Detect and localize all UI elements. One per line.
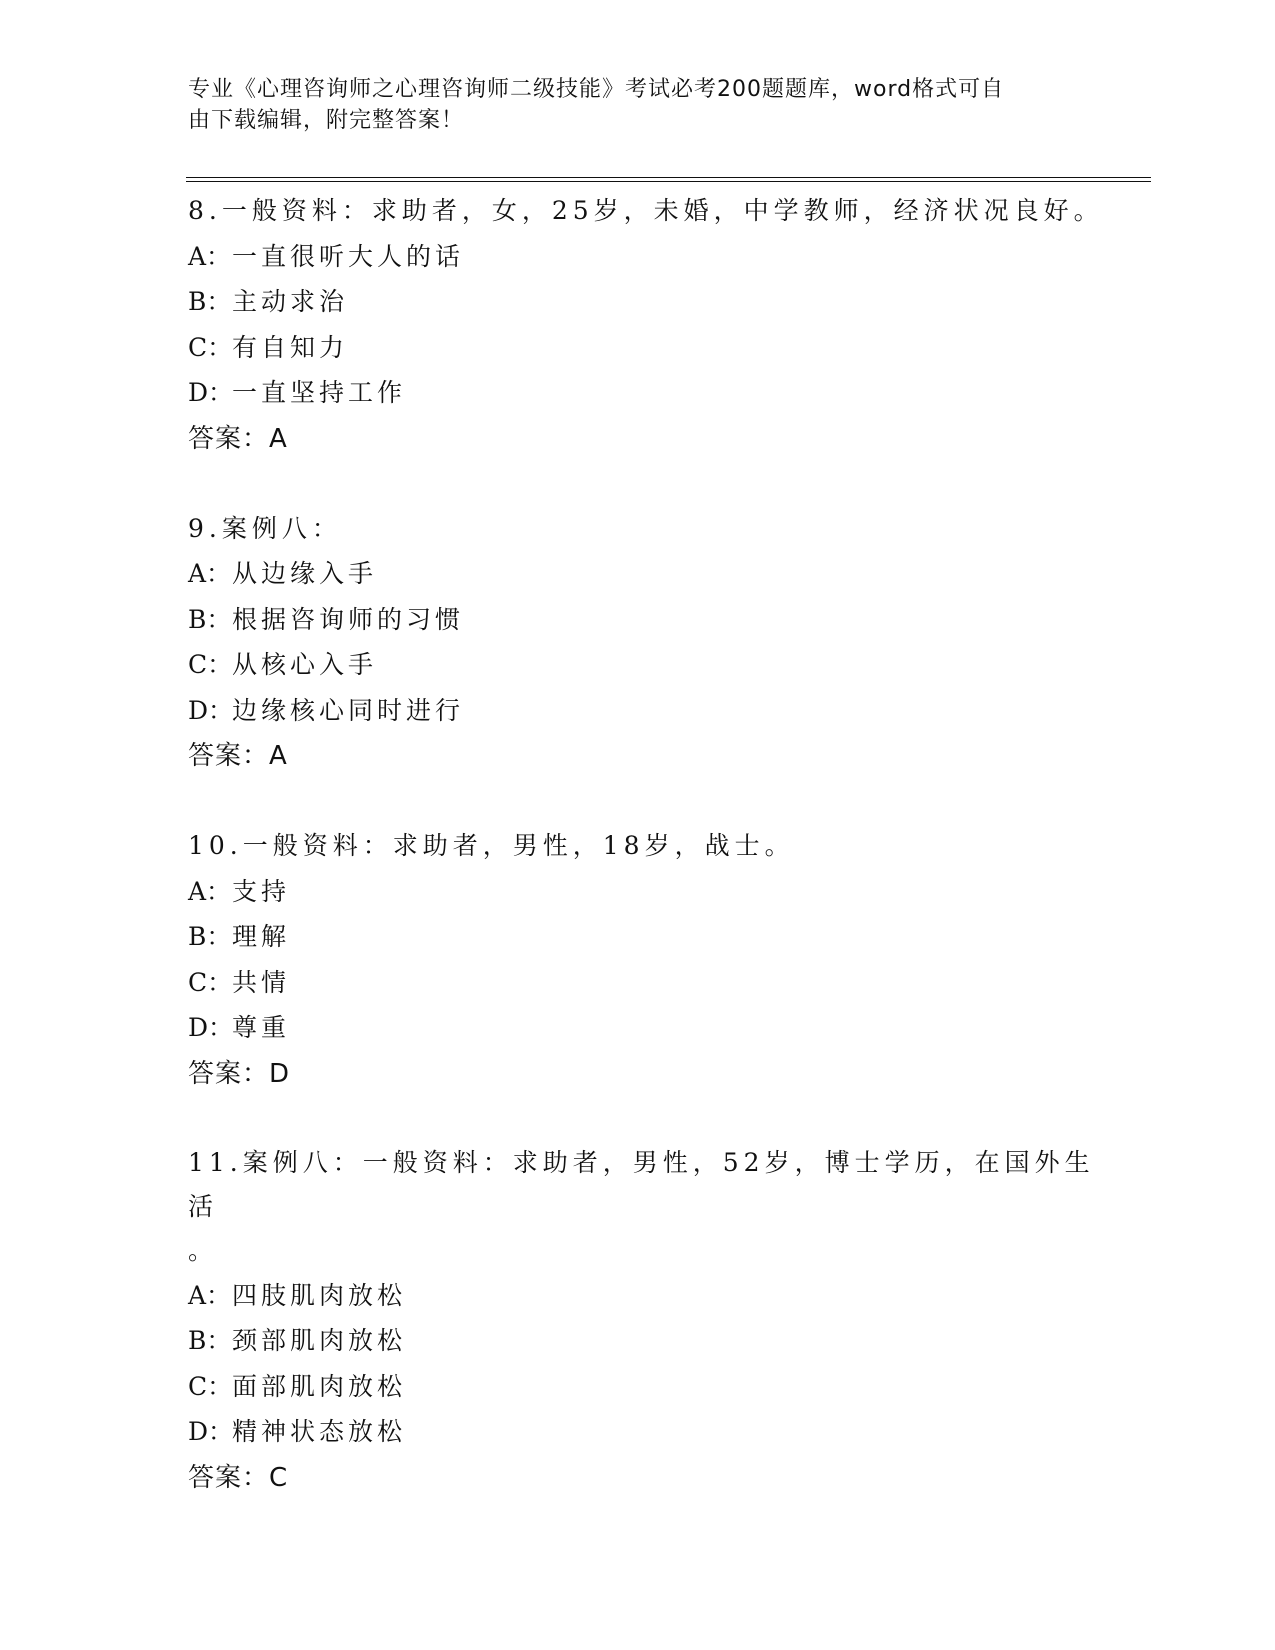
option-letter: B： <box>188 287 232 316</box>
option-letter: C： <box>188 1371 233 1401</box>
option-letter: A： <box>188 1280 232 1310</box>
option-text: 根据咨询师的习惯 <box>232 604 465 634</box>
option-d <box>188 688 1108 734</box>
question-list <box>188 188 1108 1545</box>
question-stem: 9.案例八： <box>188 513 342 543</box>
option-text: 精神状态放松 <box>232 1417 407 1446</box>
question-stem-continuation: 。 <box>188 1235 219 1265</box>
option-letter: D： <box>188 695 234 725</box>
answer-line: 答案：A <box>188 423 288 454</box>
option-letter: C： <box>188 967 233 997</box>
option-b <box>188 914 1108 960</box>
option-b <box>188 597 1108 643</box>
option-b <box>188 279 1108 325</box>
option-text: 主动求治 <box>232 287 349 316</box>
option-letter: B： <box>188 604 232 634</box>
option-letter: D： <box>188 1417 234 1446</box>
option-a <box>188 869 1108 915</box>
question-stem: 11.案例八：一般资料：求助者，男性，52岁，博士学历，在国外生活 <box>188 1147 1095 1221</box>
option-text: 边缘核心同时进行 <box>232 695 465 725</box>
option-letter: D： <box>188 1013 234 1042</box>
header-double-rule <box>186 177 1151 182</box>
header-line-1: 专业《心理咨询师之心理咨询师二级技能》考试必考200题题库，word格式可自 <box>188 77 1005 102</box>
option-letter: B： <box>188 922 232 951</box>
option-letter: A： <box>188 876 232 906</box>
option-letter: A： <box>188 241 232 271</box>
option-text: 从边缘入手 <box>232 559 378 588</box>
option-c <box>188 325 1108 371</box>
option-letter: D： <box>188 378 234 407</box>
question-10 <box>188 823 1108 1097</box>
option-a <box>188 1273 1108 1319</box>
option-b <box>188 1318 1108 1364</box>
option-text: 一直坚持工作 <box>232 378 407 407</box>
option-c <box>188 642 1108 688</box>
question-stem: 8.一般资料：求助者，女，25岁，未婚，中学教师，经济状况良好。 <box>188 196 1104 225</box>
option-text: 尊重 <box>232 1013 291 1042</box>
option-letter: A： <box>188 559 232 588</box>
answer-line: 答案：D <box>188 1058 291 1089</box>
option-d <box>188 1005 1108 1051</box>
option-text: 有自知力 <box>232 332 349 362</box>
option-d <box>188 370 1108 416</box>
option-text: 颈部肌肉放松 <box>232 1326 407 1355</box>
option-a <box>188 551 1108 597</box>
question-9 <box>188 506 1108 780</box>
option-text: 面部肌肉放松 <box>232 1371 407 1401</box>
option-c <box>188 960 1108 1006</box>
option-text: 一直很听大人的话 <box>232 241 465 271</box>
option-c <box>188 1364 1108 1410</box>
question-8 <box>188 188 1108 462</box>
document-header <box>188 74 1068 136</box>
option-text: 共情 <box>232 967 291 997</box>
option-letter: C： <box>188 650 233 679</box>
option-text: 四肢肌肉放松 <box>232 1280 407 1310</box>
option-text: 从核心入手 <box>232 650 378 679</box>
option-text: 理解 <box>232 922 291 951</box>
option-text: 支持 <box>232 876 291 906</box>
question-stem: 10.一般资料：求助者，男性，18岁，战士。 <box>188 831 795 860</box>
answer-line: 答案：C <box>188 1462 289 1493</box>
header-line-2: 由下载编辑，附完整答案！ <box>188 108 465 133</box>
option-d <box>188 1409 1108 1455</box>
answer-line: 答案：A <box>188 741 288 771</box>
option-letter: B： <box>188 1326 232 1355</box>
option-letter: C： <box>188 332 233 362</box>
question-11 <box>188 1141 1108 1501</box>
option-a <box>188 234 1108 280</box>
